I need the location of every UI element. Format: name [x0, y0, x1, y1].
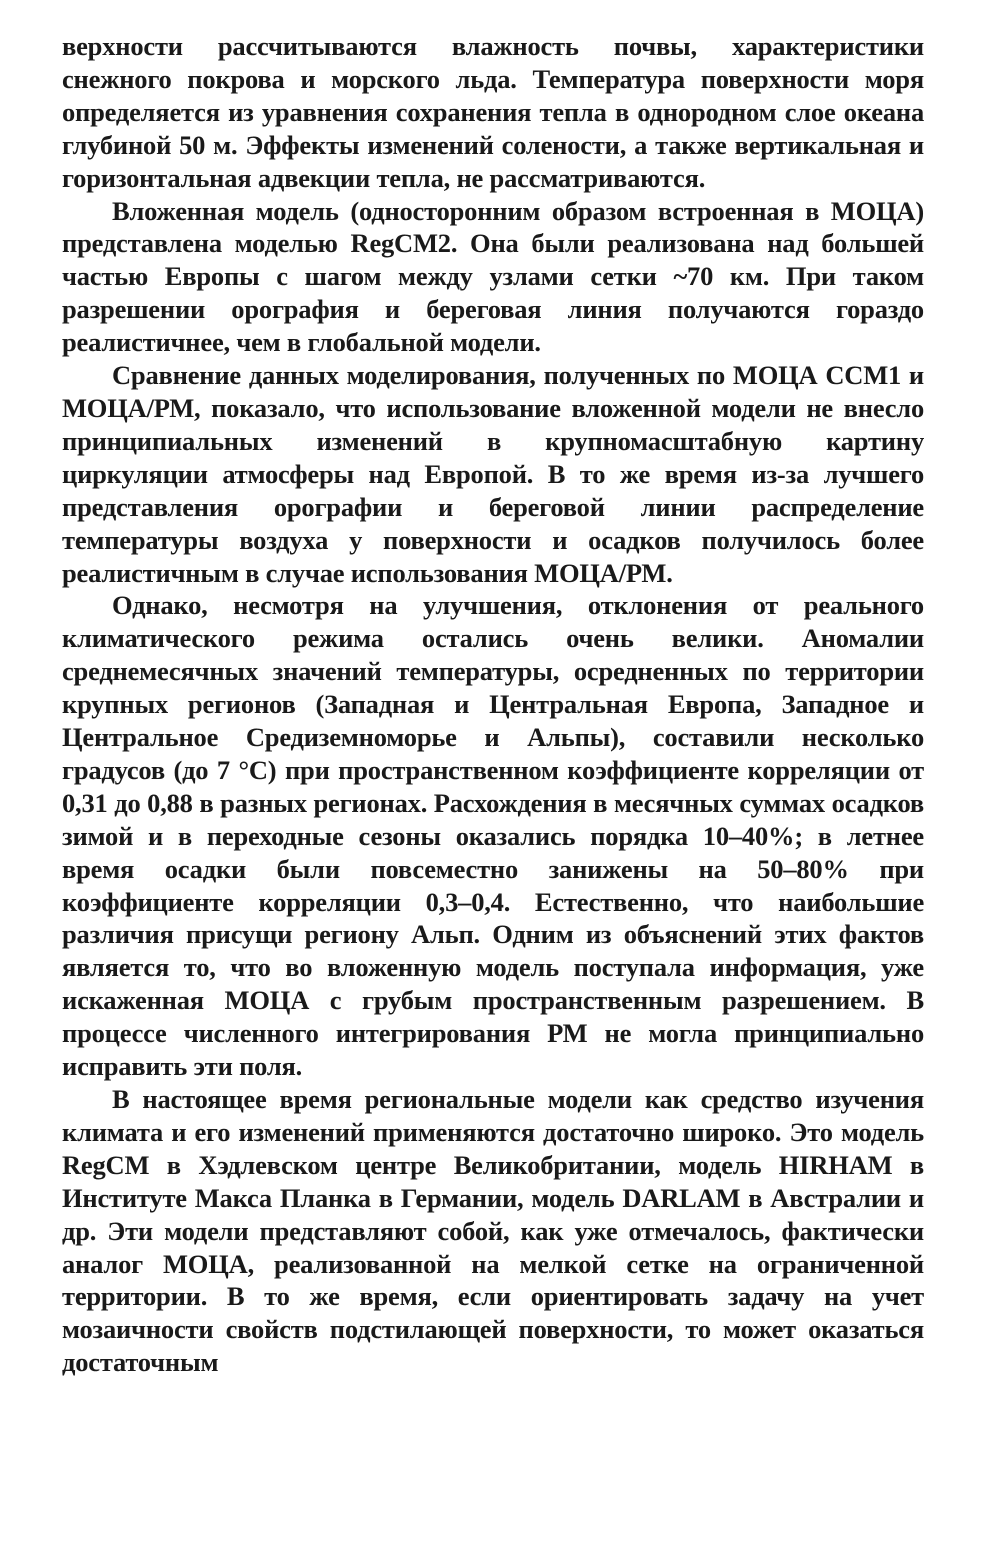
document-page — [62, 30, 924, 1379]
paragraph-3: Сравнение данных моделирования, полученных по МОЦА ССМ1 и МОЦА/РМ, показало, что использование вложенной модели не внесло принципиальных изменений в крупномасштабную картину циркуляции атмосферы над Европой. В то же время из-за лучшего представления орографии и береговой линии распределение температуры воздуха у поверхности и осадков получилось более реалистичным в случае использования МОЦА/РМ. — [62, 360, 924, 588]
paragraph-2: Вложенная модель (односторонним образом встроенная в МОЦА) представлена моделью RegCM2. Она были реализована над большей частью Европы с шагом между узлами сетки ~70 км. При таком разрешении орография и береговая линия получаются гораздо реалистичнее, чем в глобальной модели. — [62, 195, 924, 358]
paragraph-1: верхности рассчитываются влажность почвы, характеристики снежного покрова и морского льда. Температура поверхности моря определяется из уравнения сохранения тепла в однородном слое океана глубиной 50 м. Эффекты изменений солености, а также вертикальная и горизонтальная адвекции тепла, не рассматриваются. — [62, 31, 924, 193]
paragraph-5: В настоящее время региональные модели как средство изучения климата и его изменений применяются достаточно широко. Это модель RegCM в Хэдлевском центре Великобритании, модель HIRHAM в Институте Макса Планка в Германии, модель DARLAM в Австралии и др. Эти модели представляют собой, как уже отмечалось, фактически аналог МОЦА, реализованной на мелкой сетке на ограниченной территории. В то же время, если ориентировать задачу на учет мозаичности свойств подстилающей поверхности, то может оказаться достаточным — [62, 1084, 924, 1378]
paragraph-4: Однако, несмотря на улучшения, отклонения от реального климатического режима остались очень велики. Аномалии среднемесячных значений температуры, осредненных по территории крупных регионов (Западная и Центральная Европа, Западное и Центральное Средиземноморье и Альпы), составили несколько градусов (до 7 °С) при пространственном коэффициенте корреляции от 0,31 до 0,88 в разных регионах. Расхождения в месячных суммах осадков зимой и в переходные сезоны оказались порядка 10–40%; в летнее время осадки были повсеместно занижены на 50–80% при коэффициенте корреляции 0,3–0,4. Естественно, что наибольшие различия присущи региону Альп. Одним из объяснений этих фактов является то, что во вложенную модель поступала информация, уже искаженная МОЦА с грубым пространственным разрешением. В процессе численного интегрирования РМ не могла принципиально исправить эти поля. — [62, 590, 924, 1082]
